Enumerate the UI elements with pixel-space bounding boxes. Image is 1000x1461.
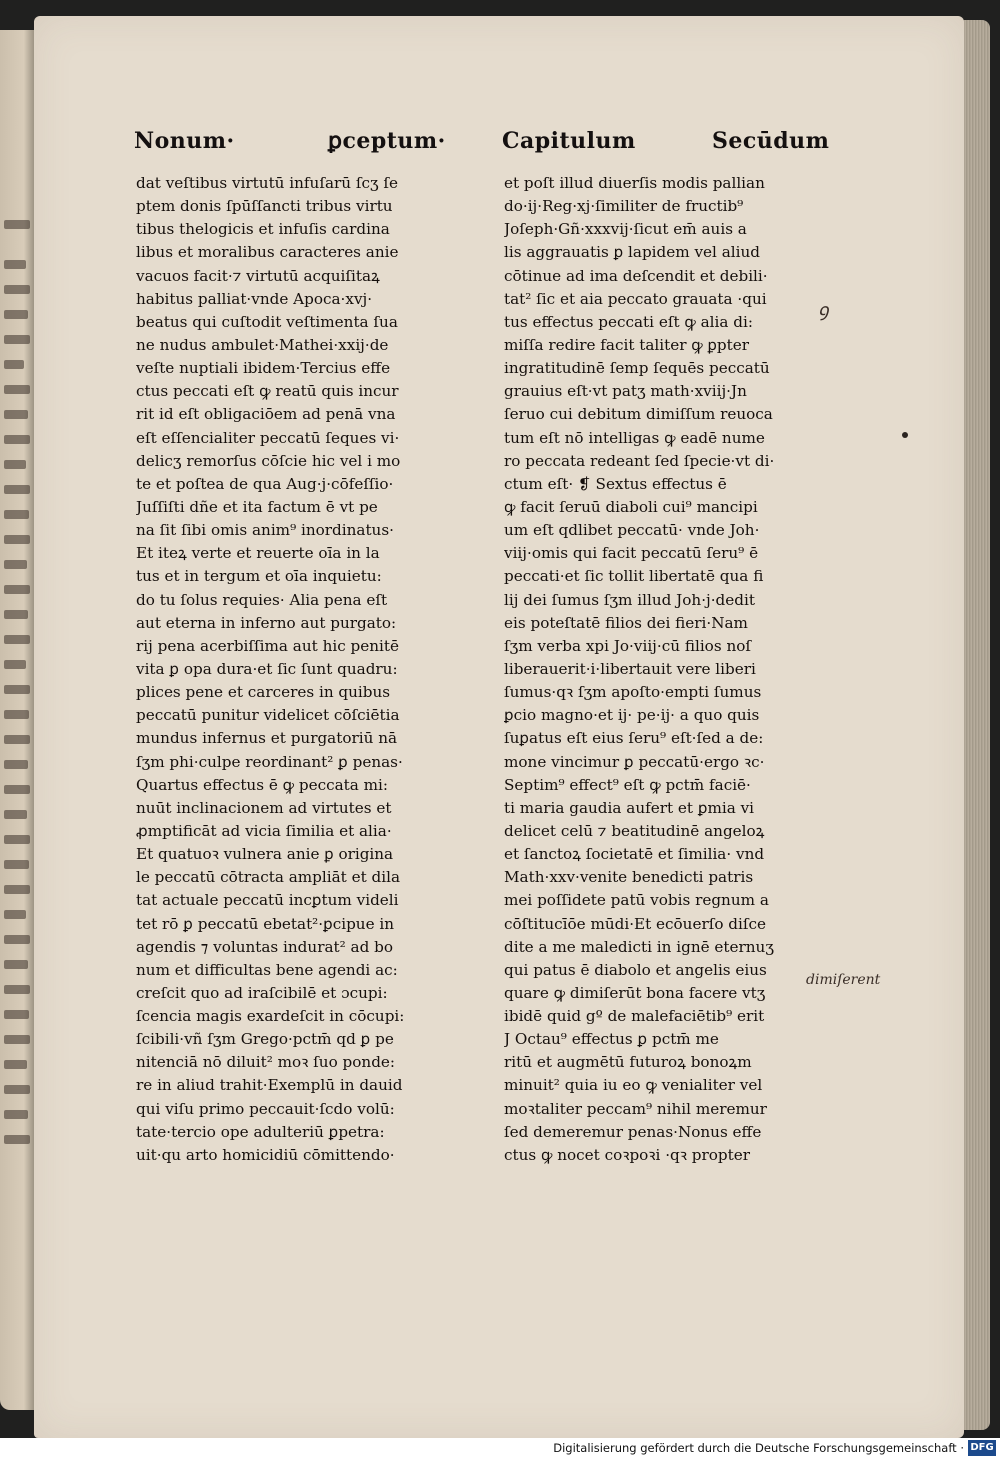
text-line: tus effectus peccati eſt ꝙ alia di: [504,312,753,331]
text-line: tet rō ꝑ peccatū ebetat²·ꝑcipue in [136,914,395,933]
ink-speck [902,432,908,438]
text-line: creſcit quo ad iraſcibilē et ɔcupi: [136,983,388,1002]
text-line: dat veſtibus virtutū infuſarū ſcʒ ſe [136,174,398,192]
text-line: ctus ꝙ nocet coꝛpoꝛi ·qꝛ propter [504,1145,750,1164]
text-line: tat² ſic et aia peccato grauata ·qui [504,289,767,308]
text-line: ꝓmptificāt ad vicia ſimilia et alia· [136,821,392,840]
running-head-left-2: ꝑceptum· [328,128,446,154]
text-line: eſt eſſencialiter peccatū ſeques vi· [136,428,400,447]
text-line: minuit² quia iu eo ꝙ venialiter vel [504,1076,763,1095]
text-line: vita ꝑ opa dura·et ſic ſunt quadru: [136,659,398,678]
text-line: qui viſu primo peccauit·ſcdo volū: [136,1099,395,1118]
text-line: ꝑcio magno·et ij· pe·ij· a quo quis [504,706,760,725]
text-line: lij dei ſumus ſʒm illud Joh·j·dedit [504,590,755,609]
text-line: delicʒ remorſus cōſcie hic vel i mo [136,451,401,470]
text-line: dite a me maledicti in ignē eternuʒ [504,937,774,956]
text-line: ctus peccati eſt ꝙ reatū quis incur [136,382,399,401]
text-line: Et iteꝝ verte et reuerte oīa in la [136,544,380,563]
text-line: Et quatuoꝛ vulnera anie ꝑ origina [136,845,394,864]
text-line: lis aggrauatis ꝑ lapidem vel aliud [504,243,760,262]
text-line: agendis ⁊ voluntas indurat² ad bo [136,937,393,956]
text-line: peccatū punitur videlicet cōſciētia [136,706,400,725]
text-line: mone vincimur ꝑ peccatū·ergo ꝛc· [504,752,765,771]
text-line: mundus infernus et purgatoriū nā [136,729,398,748]
text-column-left [136,172,432,1167]
text-line: uit·qu arto homicidiū cōmittendo· [136,1145,395,1164]
text-line: peccati·et ſic tollit libertatē qua fi [504,567,764,586]
text-line: vacuos facit·⁊ virtutū acquiſitaꝝ [136,266,380,285]
text-line: et poſt illud diuerſis modis pallian [504,174,765,192]
text-line: ibidē quid gº de malefaciētib⁹ erit [504,1007,765,1026]
margin-note-upper: ꝯ [818,300,829,321]
text-line: ingratitudinē ſemp ſequēs peccatū [504,359,770,378]
text-line: Juſſiſti dñe et ita factum ē vt pe [136,497,378,516]
text-line: Joſeph·Gñ·xxxvij·ſicut em̄ auis a [504,220,747,239]
text-line: plices pene et carceres in quibus [136,683,391,702]
text-line: ſumus·qꝛ ſʒm apoſto·empti ſumus [504,683,762,702]
text-line: aut eterna in inferno aut purgato: [136,613,397,632]
text-line: mei poſſidete patū vobis regnum a [504,891,769,910]
text-line: nitenciā nō diluit² moꝛ ſuo ponde: [136,1053,396,1072]
facing-page-edge [0,30,34,1410]
text-line: cōtinue ad ima deſcendit et debili· [504,266,768,285]
page-stack-edges [962,20,990,1430]
text-line: moꝛtaliter peccam⁹ nihil meremur [504,1099,767,1118]
text-line: Septim⁹ effect⁹ eſt ꝙ pctm̄ faciē· [504,775,751,794]
text-line: J Octau⁹ effectus ꝑ pctm̄ me [504,1030,719,1049]
text-line: ne nudus ambulet·Mathei·xxij·de [136,335,389,354]
text-line: habitus palliat·vnde Apoca·xvj· [136,289,373,308]
text-line: delicet celū ⁊ beatitudinē angeloꝝ [504,821,765,840]
text-line: liberauerit·i·libertauit vere liberi [504,659,756,678]
text-line: ctum eſt· ❡ Sextus effectus ē [504,474,727,493]
text-line: ſʒm phi·culpe reordinant² ꝑ penas· [136,752,403,771]
text-line: ſcencia magis exardeſcit in cōcupi: [136,1007,405,1026]
text-line: um eſt qdlibet peccatū· vnde Joh· [504,521,760,540]
text-column-right [504,172,800,1167]
text-line: eis poteſtatē filios dei fieri·Nam [504,613,748,632]
text-line: libus et moralibus caracteres anie [136,243,399,262]
text-line: ſʒm verba xpi Jo·viij·cū filios noſ [504,636,751,655]
text-line: do·ij·Reg·xj·ſimiliter de fructib⁹ [504,197,744,216]
text-line: veſte nuptiali ibidem·Tercius effe [136,359,391,378]
text-line: Math·xxv·venite benedicti patris [504,868,754,887]
text-line: ro peccata redeant ſed ſpecie·vt di· [504,451,775,470]
text-line: cōſtitucīōe mūdi·Et ecōuerſo diſce [504,914,766,933]
text-line: ꝙ facit ſeruū diaboli cui⁹ mancipi [504,497,758,516]
text-line: num et difficultas bene agendi ac: [136,960,398,979]
text-line: tate·tercio ope adulteriū ꝑpetra: [136,1122,385,1141]
text-line: do tu ſolus requies· Alia pena eſt [136,590,388,609]
running-head-right-1: Capitulum [502,128,636,154]
text-line: ſeruo cui debitum dimiſſum reuoca [504,405,773,424]
text-line: tibus thelogicis et infuſis cardina [136,220,390,239]
dfg-logo: DFG [968,1440,996,1456]
text-line: viij·omis qui facit peccatū ſeru⁹ ē [504,544,759,563]
text-line: Quartus effectus ē ꝙ peccata mi: [136,775,389,794]
text-line: quare ꝙ dimiſerūt bona facere vtʒ [504,983,766,1002]
text-line: ſcibili·vñ ſʒm Grego·pctm̄ qd ꝑ pe [136,1030,394,1049]
text-line: miſſa redire facit taliter ꝙ ꝑpter [504,335,749,354]
running-head-left-1: Nonum· [134,128,235,154]
text-line: qui patus ē diabolo et angelis eius [504,960,767,979]
text-line: ſed demeremur penas·Nonus effe [504,1122,762,1141]
text-line: re in aliud trahit·Exemplū in dauid [136,1076,403,1095]
digitization-credit: Digitalisierung gefördert durch die Deutsche Forschungsgemeinschaft · [553,1441,964,1455]
text-line: ritū et augmētū futuroꝝ bonoꝝm [504,1053,752,1072]
text-line: nuūt inclinacionem ad virtutes et [136,798,392,817]
running-head-right-2: Secūdum [712,128,830,154]
text-line: ptem donis ſpūſſancti tribus virtu [136,197,393,216]
text-line: tus et in tergum et oīa inquietu: [136,567,382,586]
text-line: tat actuale peccatū incꝑtum videli [136,891,399,910]
text-line: tum eſt nō intelligas ꝙ eadē nume [504,428,765,447]
margin-note-lower: dimiſerent [806,972,881,988]
text-line: grauius eſt·vt patʒ math·xviij·Jn [504,382,747,401]
text-line: te et poſtea de qua Aug·j·cōfeſſio· [136,474,394,493]
text-line: et ſanctoꝝ ſocietatē et ſimilia· vnd [504,845,765,864]
text-line: rij pena acerbiſſima aut hic penitē [136,636,399,655]
text-line: ſuꝑatus eſt eius ſeru⁹ eſt·ſed a de: [504,729,764,748]
text-line: ti maria gaudia aufert et ꝑmia vi [504,798,755,817]
text-line: rit id eſt obligaciōem ad penā vna [136,405,396,424]
text-line: le peccatū cōtracta ampliāt et dila [136,868,401,887]
text-line: na ſit ſibi omis anim⁹ inordinatus· [136,521,394,540]
text-line: beatus qui cuſtodit veſtimenta ſua [136,312,398,331]
